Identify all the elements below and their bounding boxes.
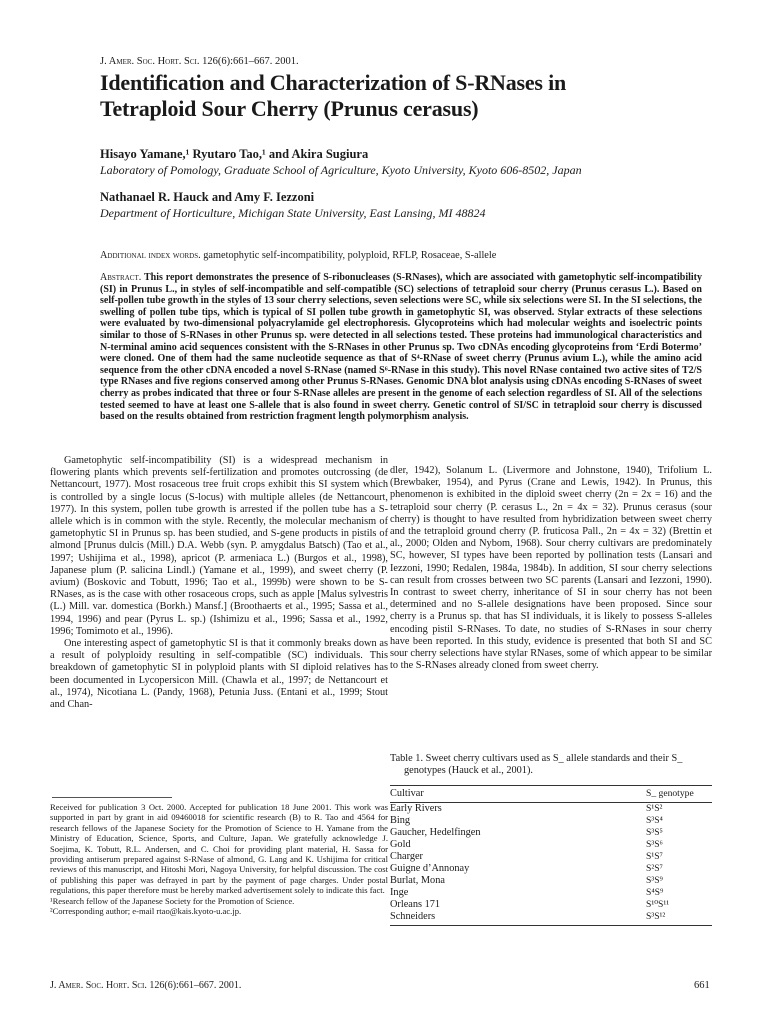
table-row	[390, 887, 712, 899]
genotype-cell: S³S⁹	[646, 875, 663, 886]
genotype-cell: S³S⁴	[646, 815, 663, 826]
body-paragraph: One interesting aspect of gametophytic SI is that it commonly breaks down as a result of polyploidy resulting in self-compatible (SC) individuals. This breakdown of gametophytic SI in polyploid plants with SI diploid relatives has been documented in Lycopersicon Mill. (Chawla et al., 1997; de Nettancourt et al., 1974), Nicotiana L. (Pandy, 1968), Petunia Juss. (Entani et al., 1999; Stout and Chan-	[50, 638, 388, 711]
table-row	[390, 827, 712, 839]
genotype-cell: S²S⁷	[646, 863, 663, 874]
footer-journal-name: J. Amer. Soc. Hort. Sci.	[50, 980, 147, 991]
cultivar-cell: Burlat, Mona	[390, 875, 445, 886]
table-caption	[390, 753, 712, 778]
keywords	[100, 250, 700, 261]
table-row	[390, 875, 712, 887]
body-left-column	[50, 455, 388, 711]
genotype-cell: S¹S²	[646, 803, 663, 814]
genotype-cell: S¹S⁷	[646, 851, 663, 862]
table-row	[390, 911, 712, 923]
table-row	[390, 899, 712, 911]
abstract-text: This report demonstrates the presence of S-ribonucleases (S-RNases), which are associated with gametophytic self-incompatibility (SI) in Prunus L., in styles of self-incompatible and self-compatible (SC) selections of tetraploid sour cherry (Prunus cerasus L.). Based on self-pollen tube growth in the styles of 13 sour cherry selections, seven selections were SC, while six selections were SI. In the SI selections, the swelling of pollen tube tips, which is typical of SI pollen tube growth in gametophytic SI, was observed. Stylar extracts of these selections were evaluated by two-dimensional polyacrylamide gel electrophoresis. Glycoproteins which had molecular weights and isoelectric points similar to those of S-RNases in other Prunus sp. were detected in all selections tested. These proteins had immunological characteristics and N-terminal amino acid sequences consistent with the S-RNases in other Prunus sp. Two cDNAs encoding glycoproteins from ‘Erdi Botermo’ were cloned. One of them had the same nucleotide sequence as that of S⁴-RNase of sweet cherry (Prunus avium L.), while the amino acid sequence from the other cDNA encoded a novel S-RNase (named S⁶-RNase in this study). This novel RNase contained two active sites of T2/S type RNases and five regions conserved among other Prunus S-RNases. Genomic DNA blot analysis using cDNAs encoding S-RNases of sweet cherry as probes indicated that three or four S-RNase alleles are present in the genome of each selection regardless of SI. All of the selections tested seemed to have at least one S-allele that is also found in sweet cherry. Genetic control of SI/SC in tetraploid sour cherry is discussed based on the results obtained from restriction fragment length polymorphism analysis.	[100, 272, 702, 423]
keywords-label: Additional index words.	[100, 250, 201, 261]
journal-citation: 126(6):661–667. 2001.	[202, 56, 299, 67]
author-names-1: Hisayo Yamane,¹ Ryutaro Tao,¹ and Akira Sugiura	[100, 147, 369, 161]
abstract	[100, 272, 702, 423]
table-row	[390, 863, 712, 875]
cultivar-cell: Early Rivers	[390, 803, 442, 814]
cultivar-cell: Bing	[390, 815, 411, 826]
genotype-cell: S⁴S⁹	[646, 887, 664, 898]
cultivar-cell: Schneiders	[390, 911, 436, 922]
table-1	[390, 788, 712, 924]
table-row	[390, 851, 712, 863]
abstract-label: Abstract.	[100, 272, 142, 283]
journal-header	[100, 56, 299, 67]
author-affiliation-1: Laboratory of Pomology, Graduate School of Agriculture, Kyoto University, Kyoto 606-8502, Japan	[100, 163, 582, 177]
author-affiliation-2: Department of Horticulture, Michigan State University, East Lansing, MI 48824	[100, 206, 486, 220]
footer-journal-citation: 126(6):661–667. 2001.	[149, 980, 242, 991]
cultivar-cell: Gold	[390, 839, 411, 850]
table-top-rule	[390, 785, 712, 786]
cultivar-cell: Charger	[390, 851, 423, 862]
table-header-rule	[390, 802, 712, 803]
page-number: 661	[694, 980, 710, 991]
footnotes	[50, 802, 388, 916]
table-row	[390, 803, 712, 815]
footnote-divider	[52, 797, 172, 798]
cultivar-cell: Inge	[390, 887, 409, 898]
table-col-cultivar: Cultivar	[390, 788, 424, 799]
table-col-genotype: S_ genotype	[646, 788, 694, 799]
genotype-cell: S¹⁰S¹¹	[646, 899, 670, 910]
cultivar-cell: Gaucher, Hedelfingen	[390, 827, 481, 838]
table-row	[390, 815, 712, 827]
table-caption-text: Table 1. Sweet cherry cultivars used as S_ allele standards and their S_ genotypes (Hauck et al., 2001).	[390, 753, 683, 777]
cultivar-cell: Orleans 171	[390, 899, 441, 910]
genotype-cell: S³S⁵	[646, 827, 663, 838]
cultivar-cell: Guigne d’Annonay	[390, 863, 470, 874]
title-line-2: Tetraploid Sour Cherry (Prunus cerasus)	[100, 96, 479, 121]
footnote-1: ¹Research fellow of the Japanese Society for the Promotion of Science.	[50, 895, 295, 906]
table-bottom-rule	[390, 925, 712, 926]
table-row	[390, 839, 712, 851]
title-line-1: Identification and Characterization of S-RNases in	[100, 70, 567, 95]
author-names-2: Nathanael R. Hauck and Amy F. Iezzoni	[100, 190, 315, 204]
body-right-column	[390, 465, 712, 672]
journal-footer	[50, 980, 241, 991]
journal-name: J. Amer. Soc. Hort. Sci.	[100, 56, 200, 67]
table-header-row	[390, 788, 712, 802]
body-paragraph: Gametophytic self-incompatibility (SI) is a widespread mechanism in flowering plants which prevents self-fertilization and promotes outcrossing (de Nettancourt, 1977). Most rosaceous tree fruit crops exhibit this SI system which is controlled by a single locus (S-locus) with multiple alleles (de Nettancourt, 1977). In this system, pollen tube growth is arrested if the pollen tube has a S-allele which is in common with the style. Recently, the molecular mechanism of gametophytic SI in Prunus sp. has been studied, and S-gene products in pistils of almond [Prunus dulcis (Mill.) D.A. Webb (syn. P. amygdalus Batsch) (Tao et al., 1997; Ushijima et al., 1998), apricot (P. armeniaca L.) (Burgos et al., 1998), Japanese plum (P. salicina Lindl.) (Yamane et al., 1999), and sweet cherry (P. avium) (Boskovic and Tobutt, 1996; Tao et al., 1999b) were shown to be S-RNases, as is the case with other rosaceous crops, such as apple [Malus sylvestris (L.) Mill. var. domestica (Borkh.) Mansf.] (Broothaerts et al., 1995; Sassa et al., 1994, 1996) and pear (Pyrus L. sp.) (Ishimizu et al., 1996; Sassa et al., 1992, 1996; Tomimoto et al., 1996).	[50, 455, 388, 637]
genotype-cell: S³S⁶	[646, 839, 663, 850]
keywords-text: gametophytic self-incompatibility, polyploid, RFLP, Rosaceae, S-allele	[203, 250, 497, 261]
genotype-cell: S³S¹²	[646, 911, 666, 922]
article-title	[100, 70, 700, 122]
footnote-2: ²Corresponding author; e-mail rtao@kais.kyoto-u.ac.jp.	[50, 906, 242, 917]
body-paragraph: dler, 1942), Solanum L. (Livermore and Johnstone, 1940), Trifolium L. (Brewbaker, 1954), and Pyrus (Crane and Lewis, 1942). In Prunus, this phenomenon is exhibited in the diploid sweet cherry (2n = 2x = 16) and the tetraploid sour cherry (P. cerasus L., 2n = 4x = 32). Prunus cerasus (sour cherry) is thought to have resulted from hybridization between sweet cherry and the tetraploid ground cherry (P. fruticosa Pall., 2n = 4x = 32) (Brettin et al., 2000; Olden and Nybom, 1968). Sour cherry cultivars are predominately SC, however, SI types have been reported by pollination tests (Lansari and Iezzoni, 1990; Redalen, 1984a, 1984b). In addition, SI sour cherry selections can result from crosses between two SC parents (Lansari and Iezzoni, 1990). In contrast to sweet cherry, inheritance of SI in sour cherry has not been determined and no S-allele designations have been proposed. Since sour cherry is a Prunus sp. that has SI individuals, it is likely to possess S-alleles encoding pistil S-RNases. To date, no studies of S-RNases in sour cherry have been reported. In this study, evidence is presented that both SI and SC sour cherry selections have stylar RNases, some of which appear to be similar to the S-RNases already cloned from sweet cherry.	[390, 465, 712, 672]
footnote-received: Received for publication 3 Oct. 2000. Accepted for publication 18 June 2001. This work was supported in part by grant in aid 09460018 for scientific research (B) to R. Tao and 4564 for research fellows of the Japanese Society for the Promotion of Science to H. Yamane from the Ministry of Education, Science, Sports, and Culture, Japan. We gratefully acknowledge J. Soejima, K. Tobutt, R.L. Andersen, and C. Choi for providing plant material, H. Sassa for providing antiserum prepared against S-RNase of almond, G. Lang and K. Ushijima for critical reviews of this manuscript, and Hitoshi Mori, Nagoya University, for helpful discussion. The cost of publishing this paper was defrayed in part by the payment of page charges. Under postal regulations, this paper therefore must be hereby marked advertisement solely to indicate this fact.	[50, 802, 388, 896]
